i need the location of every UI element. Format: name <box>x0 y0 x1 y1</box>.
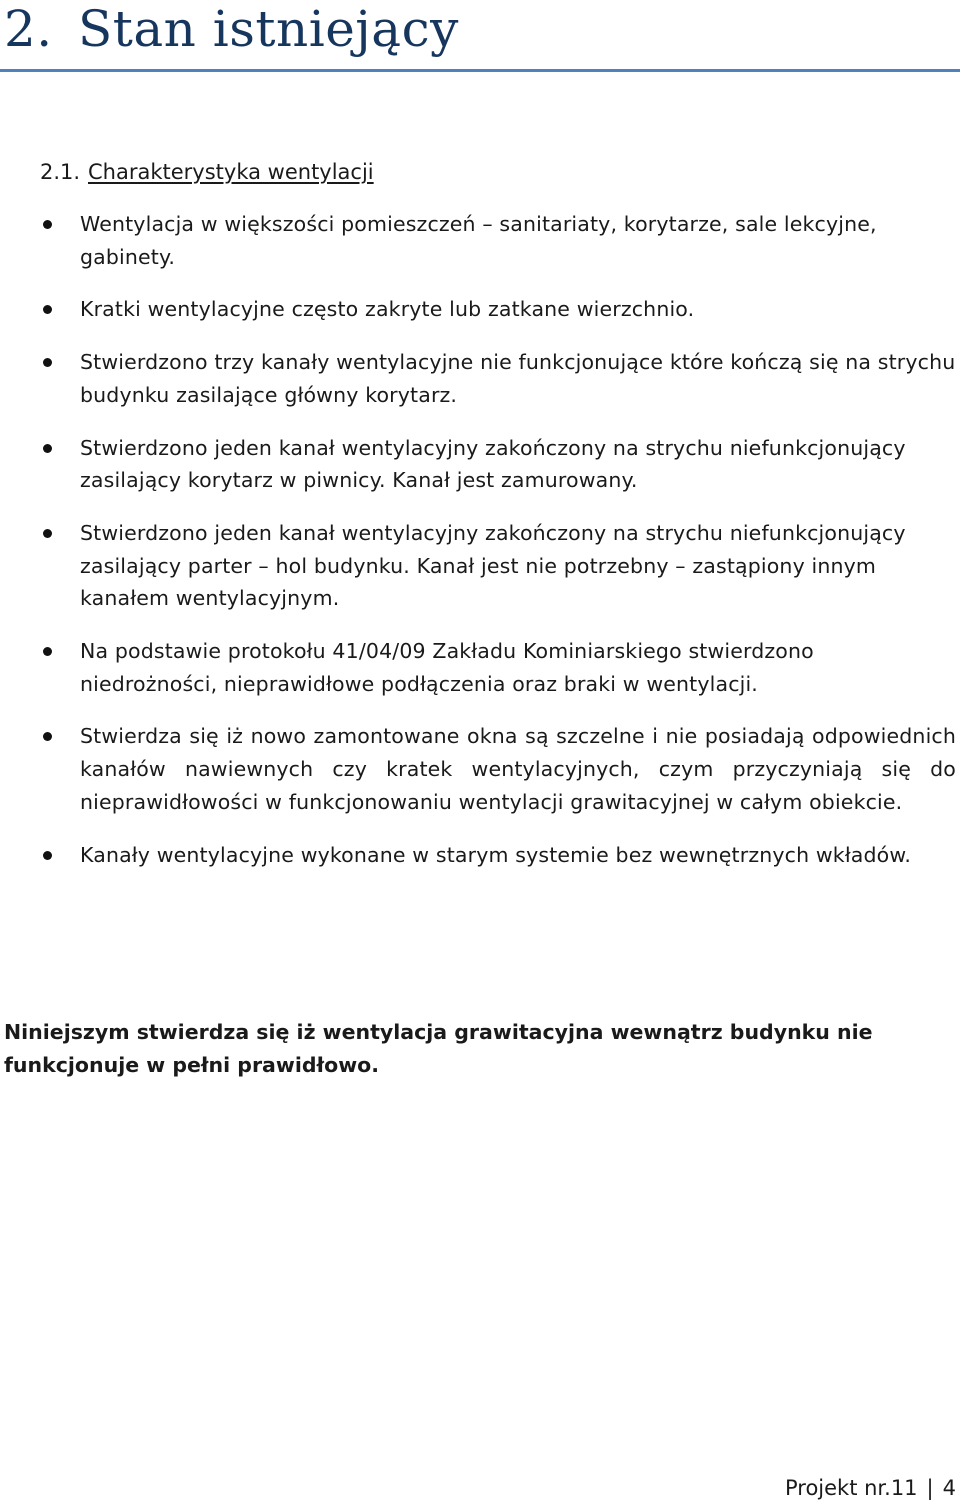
bullet-icon <box>43 220 52 229</box>
page-heading-title: Stan istniejący <box>78 0 459 58</box>
page-heading-number: 2. <box>4 0 53 58</box>
list-item <box>0 517 960 615</box>
list-item <box>0 635 960 700</box>
bullet-icon <box>43 732 52 741</box>
list-item <box>0 839 960 872</box>
list-item <box>0 293 960 326</box>
list-item <box>0 432 960 497</box>
list-item-text: Kratki wentylacyjne często zakryte lub zatkane wierzchnio. <box>80 297 695 322</box>
conclusion-paragraph: Niniejszym stwierdza się iż wentylacja grawitacyjna wewnątrz budynku nie funkcjonuje w pełni prawidłowo. <box>4 1020 873 1077</box>
bullet-icon <box>43 647 52 656</box>
list-item <box>0 720 960 818</box>
heading-rule <box>0 69 960 72</box>
list-item-text: Stwierdzono jeden kanał wentylacyjny zakończony na strychu niefunkcjonujący zasilający korytarz w piwnicy. Kanał jest zamurowany. <box>80 435 906 493</box>
list-item-text: Stwierdzono trzy kanały wentylacyjne nie funkcjonujące które kończą się na strychu budynku zasilające główny korytarz. <box>80 350 956 407</box>
bullet-icon <box>43 851 52 860</box>
section-title: Charakterystyka wentylacji <box>88 160 374 184</box>
bullet-list <box>0 208 960 891</box>
list-item-text: Stwierdza się iż nowo zamontowane okna są szczelne i nie posiadają odpowiednich kanałów nawiewnych czy kratek wentylacyjnych, czym przyczyniają się do nieprawidłowości w funkcjonowaniu wentylacji grawitacyjnej w całym obiekcie. <box>80 724 956 814</box>
bullet-icon <box>43 305 52 314</box>
section-heading <box>40 156 374 188</box>
list-item-text: Na podstawie protokołu 41/04/09 Zakładu Kominiarskiego stwierdzono niedrożności, nieprawidłowe podłączenia oraz braki w wentylacji. <box>80 639 814 696</box>
section-number: 2.1. <box>40 160 81 184</box>
page-heading <box>4 0 459 64</box>
list-item-text: Kanały wentylacyjne wykonane w starym systemie bez wewnętrznych wkładów. <box>80 842 912 867</box>
bullet-icon <box>43 358 52 367</box>
page-footer <box>785 1472 956 1504</box>
footer-project: Projekt nr.11 <box>784 1476 918 1500</box>
list-item-text: Wentylacja w większości pomieszczeń – sanitariaty, korytarze, sale lekcyjne, gabinety. <box>80 212 877 269</box>
page-number: 4 <box>942 1476 956 1500</box>
list-item <box>0 346 960 411</box>
bullet-icon <box>43 529 52 538</box>
bullet-icon <box>43 444 52 453</box>
list-item <box>0 208 960 273</box>
footer-separator: | <box>926 1476 934 1500</box>
list-item-text: Stwierdzono jeden kanał wentylacyjny zakończony na strychu niefunkcjonujący zasilający parter – hol budynku. Kanał jest nie potrzebny – zastąpiony innym kanałem wentylacyjnym. <box>80 520 906 611</box>
